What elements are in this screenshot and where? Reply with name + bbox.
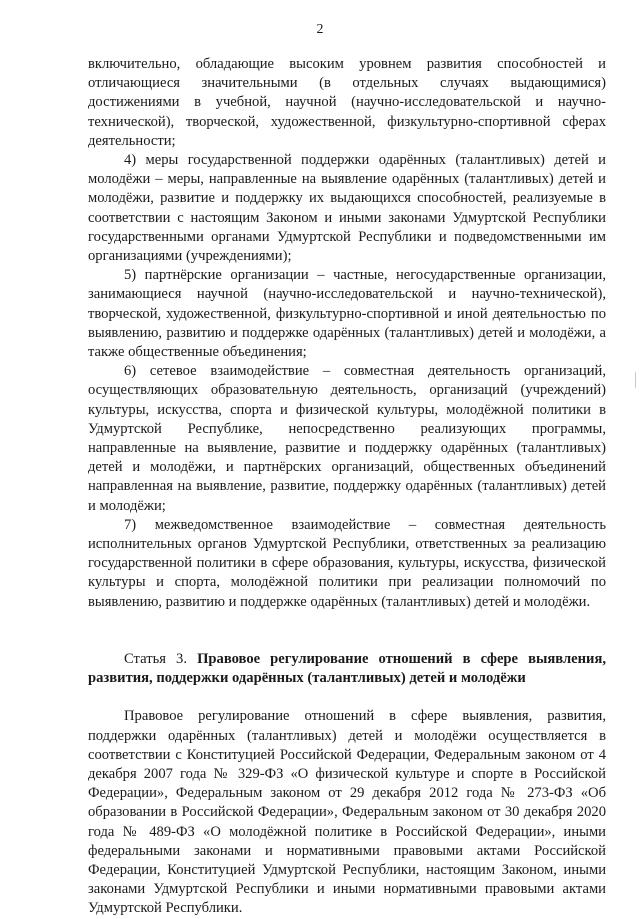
paragraph-definition-6: 6) сетевое взаимодействие – совместная деятельность организаций, осуществляющих образовательную деятельность, организаций (учреждений) культуры, искусства, спорта и физической культуры, молодёжной политики в Удмуртской Республике, непосредственно реализующих программы, направленные на выявление, развитие и поддержку одарённых (талантливых) детей и молодёжи, и партнёрских организаций, общественных объединений направленная на выявление, развитие, поддержку одарённых (талантливых) детей и молодёжи; [88, 363, 606, 514]
page-number: 2 [316, 22, 324, 37]
page-body [88, 55, 606, 919]
article-title: Правовое регулирование отношений в сфере выявления, развития, поддержки одарённых (талантливых) детей и молодёжи [88, 650, 606, 687]
article-label: Статья 3. [124, 650, 187, 667]
spacer [88, 612, 606, 631]
paragraph-article-3-body: Правовое регулирование отношений в сфере выявления, развития, поддержки одарённых (талантливых) детей и молодёжи осуществляется в соответствии с Конституцией Российской Федерации, Федеральным законом от 4 декабря 2007 года № 329-ФЗ «О физической культуре и спорте в Российской Федерации», Федеральным законом от 29 декабря 2012 года № 273-ФЗ «Об образовании в Российской Федерации», Федеральным законом от 30 декабря 2020 года № 489-ФЗ «О молодёжной политике в Российской Федерации», иными федеральными законами и нормативными правовыми актами Российской Федерации, Конституцией Удмуртской Республики, настоящим Законом, иными законами Удмуртской Республики и иными нормативными правовыми актами Удмуртской Республики. [88, 708, 606, 917]
paragraph-definition-7: 7) межведомственное взаимодействие – совместная деятельность исполнительных органов Удмуртской Республики, ответственных за реализацию государственной политики в сфере образования, культуры, искусства, физической культуры и спорта, молодёжной политики при реализации полномочий по выявлению, развитию и поддержке одарённых (талантливых) детей и молодёжи. [88, 516, 606, 610]
scan-edge-mark [635, 372, 636, 388]
article-heading [88, 650, 606, 688]
paragraph-definition-5: 5) партнёрские организации – частные, негосударственные организации, занимающиеся научной (научно-исследовательской и научно-технической), творческой, художественной, физкультурно-спортивной и иной деятельностью по выявлению, развитию и поддержке одарённых (талантливых) детей и молодёжи, а также общественные объединения; [88, 267, 606, 361]
spacer [88, 688, 606, 707]
paragraph-definition-4: 4) меры государственной поддержки одарённых (талантливых) детей и молодёжи – меры, направленные на выявление одарённых (талантливых) детей и молодёжи, развитие и поддержку их выдающихся способностей, реализуемые в соответствии с настоящим Законом и иными законами Удмуртской Республики государственными органами Удмуртской Республики и подведомственными им организациями (учреждениями); [88, 152, 606, 265]
paragraph-definition-3-continuation: включительно, обладающие высоким уровнем развития способностей и отличающиеся значительными (в отдельных случаях выдающимися) достижениями в учебной, научной (научно-исследовательской и научно-технической), творческой, художественной, физкультурно-спортивной сферах деятельности; [88, 56, 606, 149]
